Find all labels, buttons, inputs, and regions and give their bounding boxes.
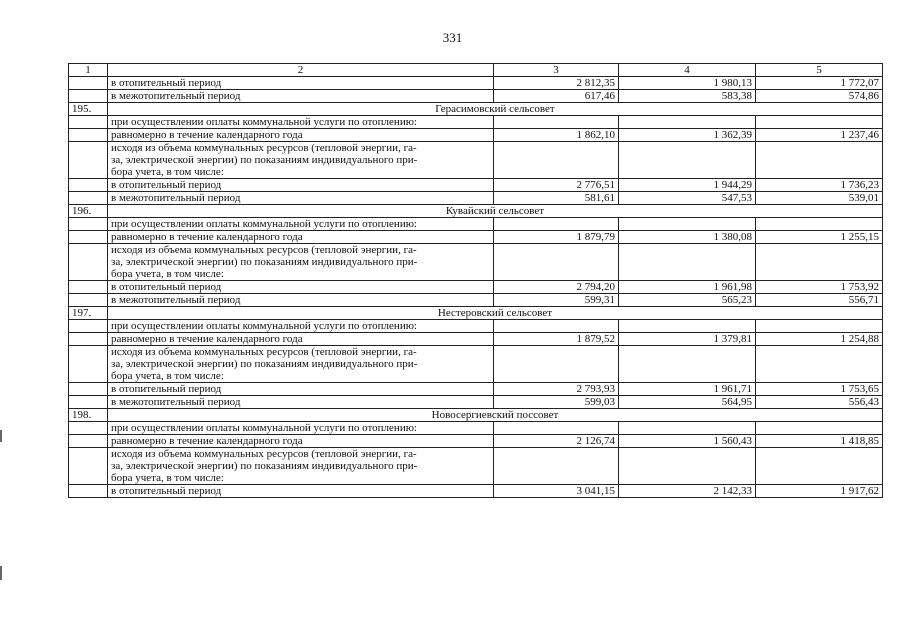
description-line: за, электрической энергии) по показаниям индивидуального при- [111,358,418,370]
row-number [69,192,108,205]
row-number [69,448,108,485]
scan-margin-mark [0,430,2,442]
table-row [69,192,883,205]
row-number [69,383,108,396]
row-number [69,346,108,383]
row-description [108,142,494,179]
row-description: равномерно в течение календарного года [108,435,494,448]
table-row [69,422,883,435]
row-description [108,346,494,383]
row-number [69,129,108,142]
row-description: в отопительный период [108,485,494,498]
row-number [69,333,108,346]
row-description: при осуществлении оплаты коммунальной услуги по отоплению: [108,320,494,333]
row-description: равномерно в течение календарного года [108,333,494,346]
value-col-5 [756,346,883,383]
table-row [69,77,883,90]
row-description: в межотопительный период [108,192,494,205]
value-col-4: 1 560,43 [619,435,756,448]
value-col-5: 539,01 [756,192,883,205]
description-line: бора учета, в том числе: [111,268,224,280]
section-row [69,103,883,116]
row-description: в отопительный период [108,383,494,396]
value-col-4: 1 380,08 [619,231,756,244]
scan-margin-mark [0,566,2,580]
value-col-4 [619,244,756,281]
row-description [108,244,494,281]
value-col-4: 2 142,33 [619,485,756,498]
value-col-5: 556,71 [756,294,883,307]
section-title: Кувайский сельсовет [108,205,883,218]
table-row [69,90,883,103]
row-description: в отопительный период [108,179,494,192]
value-col-5 [756,448,883,485]
row-description: в межотопительный период [108,294,494,307]
value-col-3: 1 862,10 [494,129,619,142]
description-line: бора учета, в том числе: [111,370,224,382]
table-body [69,64,883,498]
table-row [69,116,883,129]
value-col-5: 1 772,07 [756,77,883,90]
value-col-3: 1 879,79 [494,231,619,244]
row-number: 196. [69,205,108,218]
section-row [69,307,883,320]
table-row [69,435,883,448]
value-col-4: 583,38 [619,90,756,103]
value-col-5 [756,142,883,179]
value-col-3: 2 794,20 [494,281,619,294]
row-description: в межотопительный период [108,396,494,409]
table-row [69,179,883,192]
value-col-4 [619,320,756,333]
row-number [69,244,108,281]
value-col-4 [619,346,756,383]
row-description: в межотопительный период [108,90,494,103]
value-col-3 [494,116,619,129]
section-row [69,409,883,422]
row-number [69,116,108,129]
row-number [69,179,108,192]
row-description: равномерно в течение календарного года [108,129,494,142]
row-number [69,294,108,307]
value-col-4: 1 379,81 [619,333,756,346]
value-col-5: 1 917,62 [756,485,883,498]
value-col-5: 574,86 [756,90,883,103]
value-col-4: 1 944,29 [619,179,756,192]
header-col-3: 3 [494,64,619,77]
value-col-3 [494,320,619,333]
value-col-4: 564,95 [619,396,756,409]
value-col-3: 2 793,93 [494,383,619,396]
row-number [69,142,108,179]
value-col-3: 2 126,74 [494,435,619,448]
table-header-row [69,64,883,77]
table-row [69,218,883,231]
description-line: исходя из объема коммунальных ресурсов (тепловой энергии, га- [111,244,417,256]
row-number: 195. [69,103,108,116]
table-row [69,244,883,281]
table-row [69,346,883,383]
value-col-3 [494,448,619,485]
table-row [69,142,883,179]
description-line: исходя из объема коммунальных ресурсов (тепловой энергии, га- [111,142,417,154]
value-col-3 [494,346,619,383]
section-title: Герасимовский сельсовет [108,103,883,116]
value-col-5: 1 753,92 [756,281,883,294]
table-row [69,231,883,244]
value-col-5 [756,116,883,129]
value-col-3: 581,61 [494,192,619,205]
description-line: за, электрической энергии) по показаниям индивидуального при- [111,460,418,472]
row-number [69,77,108,90]
value-col-5 [756,244,883,281]
value-col-4: 1 980,13 [619,77,756,90]
value-col-4: 547,53 [619,192,756,205]
row-description: при осуществлении оплаты коммунальной услуги по отоплению: [108,218,494,231]
value-col-4: 1 961,98 [619,281,756,294]
value-col-3: 2 812,35 [494,77,619,90]
row-number [69,435,108,448]
row-number: 197. [69,307,108,320]
row-number [69,218,108,231]
table-row [69,383,883,396]
tariff-table [68,63,883,498]
value-col-3: 1 879,52 [494,333,619,346]
value-col-5: 1 736,23 [756,179,883,192]
table-row [69,448,883,485]
value-col-4 [619,142,756,179]
value-col-3 [494,142,619,179]
row-description: при осуществлении оплаты коммунальной услуги по отоплению: [108,422,494,435]
row-description: равномерно в течение календарного года [108,231,494,244]
table-row [69,129,883,142]
description-line: исходя из объема коммунальных ресурсов (тепловой энергии, га- [111,448,417,460]
table-row [69,396,883,409]
table-row [69,485,883,498]
table-row [69,281,883,294]
row-number [69,90,108,103]
value-col-3: 599,31 [494,294,619,307]
value-col-5: 1 237,46 [756,129,883,142]
value-col-5: 556,43 [756,396,883,409]
section-title: Новосергиевский поссовет [108,409,883,422]
row-description: в отопительный период [108,281,494,294]
value-col-3 [494,422,619,435]
value-col-3: 2 776,51 [494,179,619,192]
row-number [69,231,108,244]
value-col-5 [756,218,883,231]
value-col-4 [619,218,756,231]
header-col-1: 1 [69,64,108,77]
value-col-3: 617,46 [494,90,619,103]
row-number [69,485,108,498]
description-line: бора учета, в том числе: [111,472,224,484]
value-col-5 [756,422,883,435]
header-col-2: 2 [108,64,494,77]
value-col-5 [756,320,883,333]
row-description: при осуществлении оплаты коммунальной услуги по отоплению: [108,116,494,129]
description-line: за, электрической энергии) по показаниям индивидуального при- [111,256,418,268]
value-col-3 [494,218,619,231]
header-col-5: 5 [756,64,883,77]
table-row [69,294,883,307]
page-number: 331 [442,30,463,45]
section-row [69,205,883,218]
description-line: исходя из объема коммунальных ресурсов (тепловой энергии, га- [111,346,417,358]
row-number: 198. [69,409,108,422]
row-number [69,396,108,409]
value-col-5: 1 255,15 [756,231,883,244]
value-col-4 [619,116,756,129]
value-col-3 [494,244,619,281]
row-description: в отопительный период [108,77,494,90]
description-line: бора учета, в том числе: [111,166,224,178]
row-number [69,281,108,294]
value-col-5: 1 418,85 [756,435,883,448]
table-row [69,320,883,333]
header-col-4: 4 [619,64,756,77]
value-col-4 [619,448,756,485]
value-col-4 [619,422,756,435]
value-col-3: 599,03 [494,396,619,409]
value-col-5: 1 753,65 [756,383,883,396]
row-description [108,448,494,485]
value-col-3: 3 041,15 [494,485,619,498]
value-col-4: 565,23 [619,294,756,307]
table-row [69,333,883,346]
row-number [69,422,108,435]
row-number [69,320,108,333]
description-line: за, электрической энергии) по показаниям индивидуального при- [111,154,418,166]
value-col-5: 1 254,88 [756,333,883,346]
section-title: Нестеровский сельсовет [108,307,883,320]
value-col-4: 1 961,71 [619,383,756,396]
value-col-4: 1 362,39 [619,129,756,142]
